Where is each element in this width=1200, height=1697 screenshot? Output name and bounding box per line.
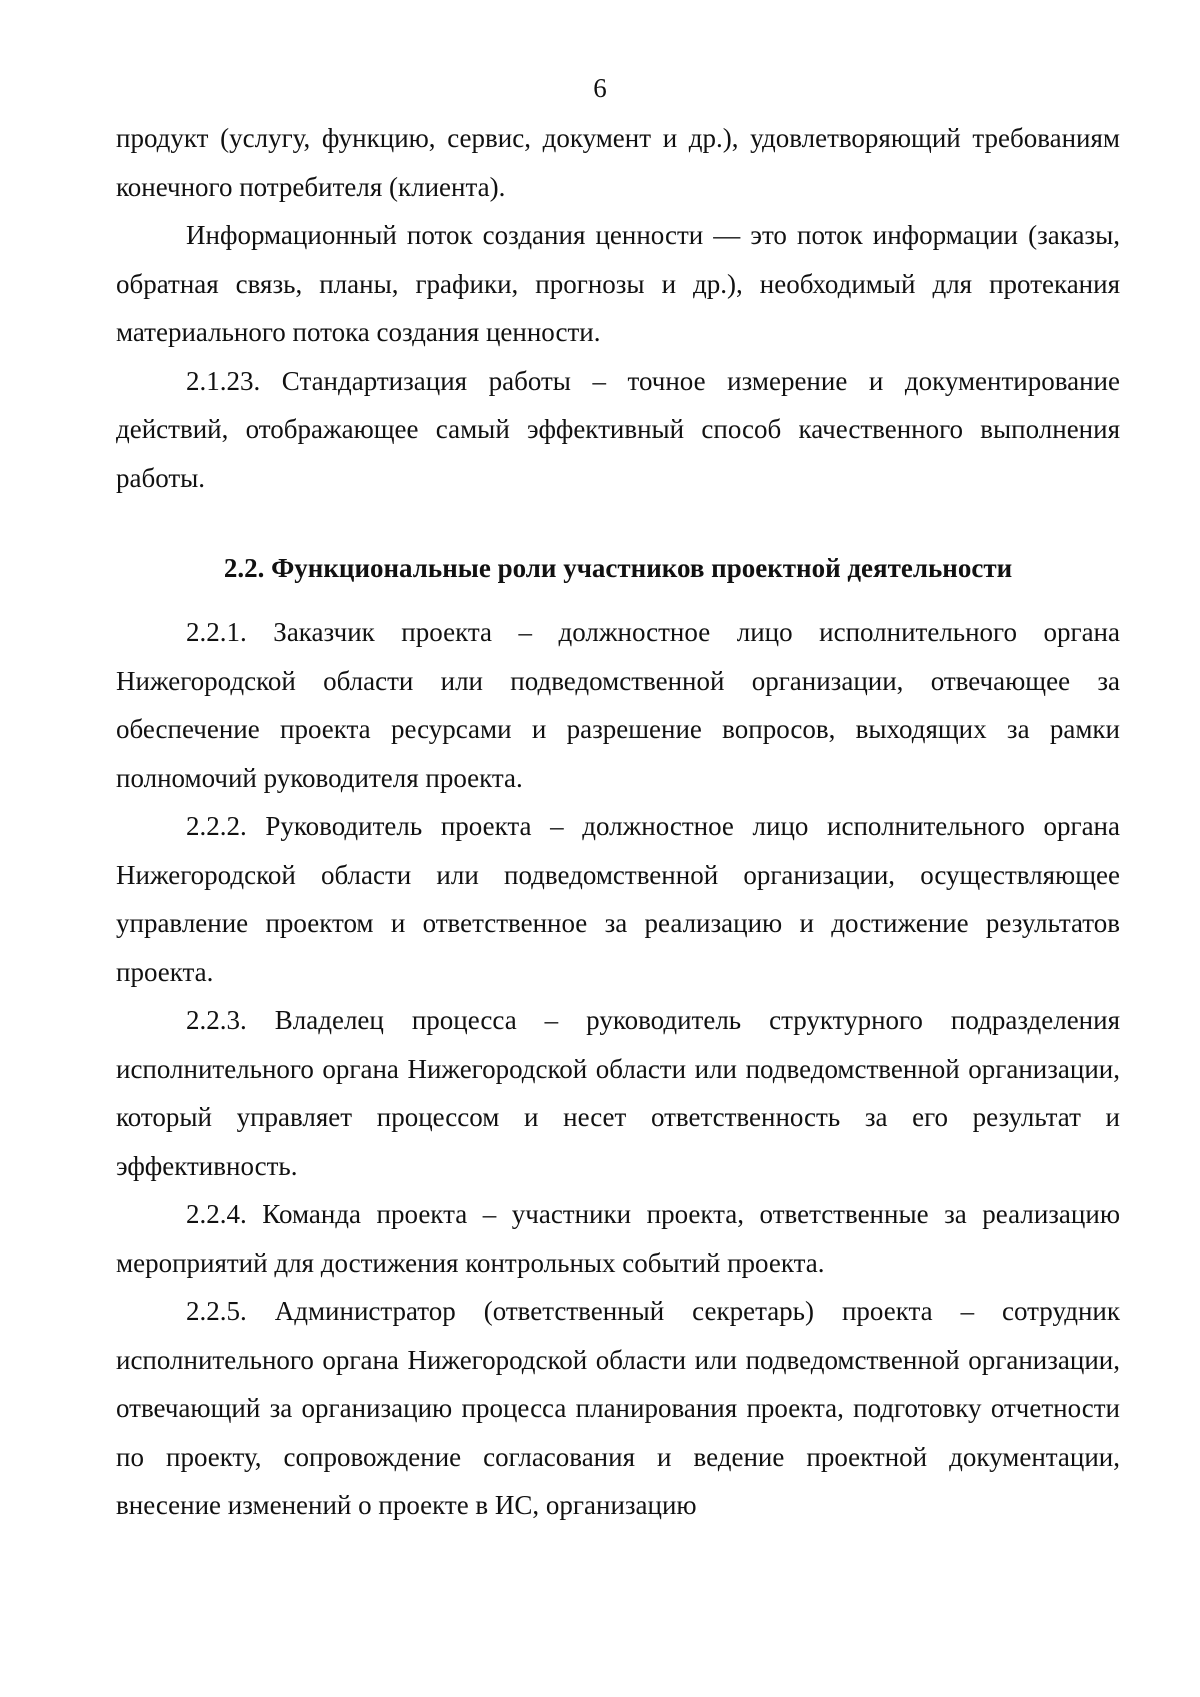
paragraph-2-2-5: 2.2.5. Администратор (ответственный секретарь) проекта – сотрудник исполнительного органа Нижегородской области или подведомственной организации, отвечающий за организацию процесса планирования проекта, подготовку отчетности по проекту, сопровождение согласования и ведение проектной документации, внесение изменений о проекте в ИС, организацию bbox=[116, 1296, 1120, 1520]
paragraph-2-2-4: 2.2.4. Команда проекта – участники проекта, ответственные за реализацию мероприятий для достижения контрольных событий проекта. bbox=[116, 1199, 1120, 1278]
paragraph-2-2-3: 2.2.3. Владелец процесса – руководитель структурного подразделения исполнительного органа Нижегородской области или подведомственной организации, который управляет процессом и несет ответственность за его результат и эффективность. bbox=[116, 1005, 1120, 1181]
paragraph-2-2-1: 2.2.1. Заказчик проекта – должностное лицо исполнительного органа Нижегородской области или подведомственной организации, отвечающее за обеспечение проекта ресурсами и разрешение вопросов, выходящих за рамки полномочий руководителя проекта. bbox=[116, 617, 1120, 793]
paragraph-continuation: продукт (услугу, функцию, сервис, документ и др.), удовлетворяющий требованиям конечного потребителя (клиента). bbox=[116, 123, 1120, 202]
section-heading: 2.2. Функциональные роли участников проектной деятельности bbox=[223, 553, 1013, 583]
paragraph-information-flow: Информационный поток создания ценности — это поток информации (заказы, обратная связь, планы, графики, прогнозы и др.), необходимый для протекания материального потока создания ценности. bbox=[116, 220, 1120, 347]
document-body bbox=[116, 114, 1120, 1530]
paragraph-2-1-23: 2.1.23. Стандартизация работы – точное измерение и документирование действий, отображающее самый эффективный способ качественного выполнения работы. bbox=[116, 365, 1120, 493]
paragraph-2-2-2: 2.2.2. Руководитель проекта – должностное лицо исполнительного органа Нижегородской области или подведомственной организации, осуществляющее управление проектом и ответственное за реализацию и достижение результатов проекта. bbox=[116, 811, 1120, 987]
page-number: 6 bbox=[593, 73, 607, 103]
